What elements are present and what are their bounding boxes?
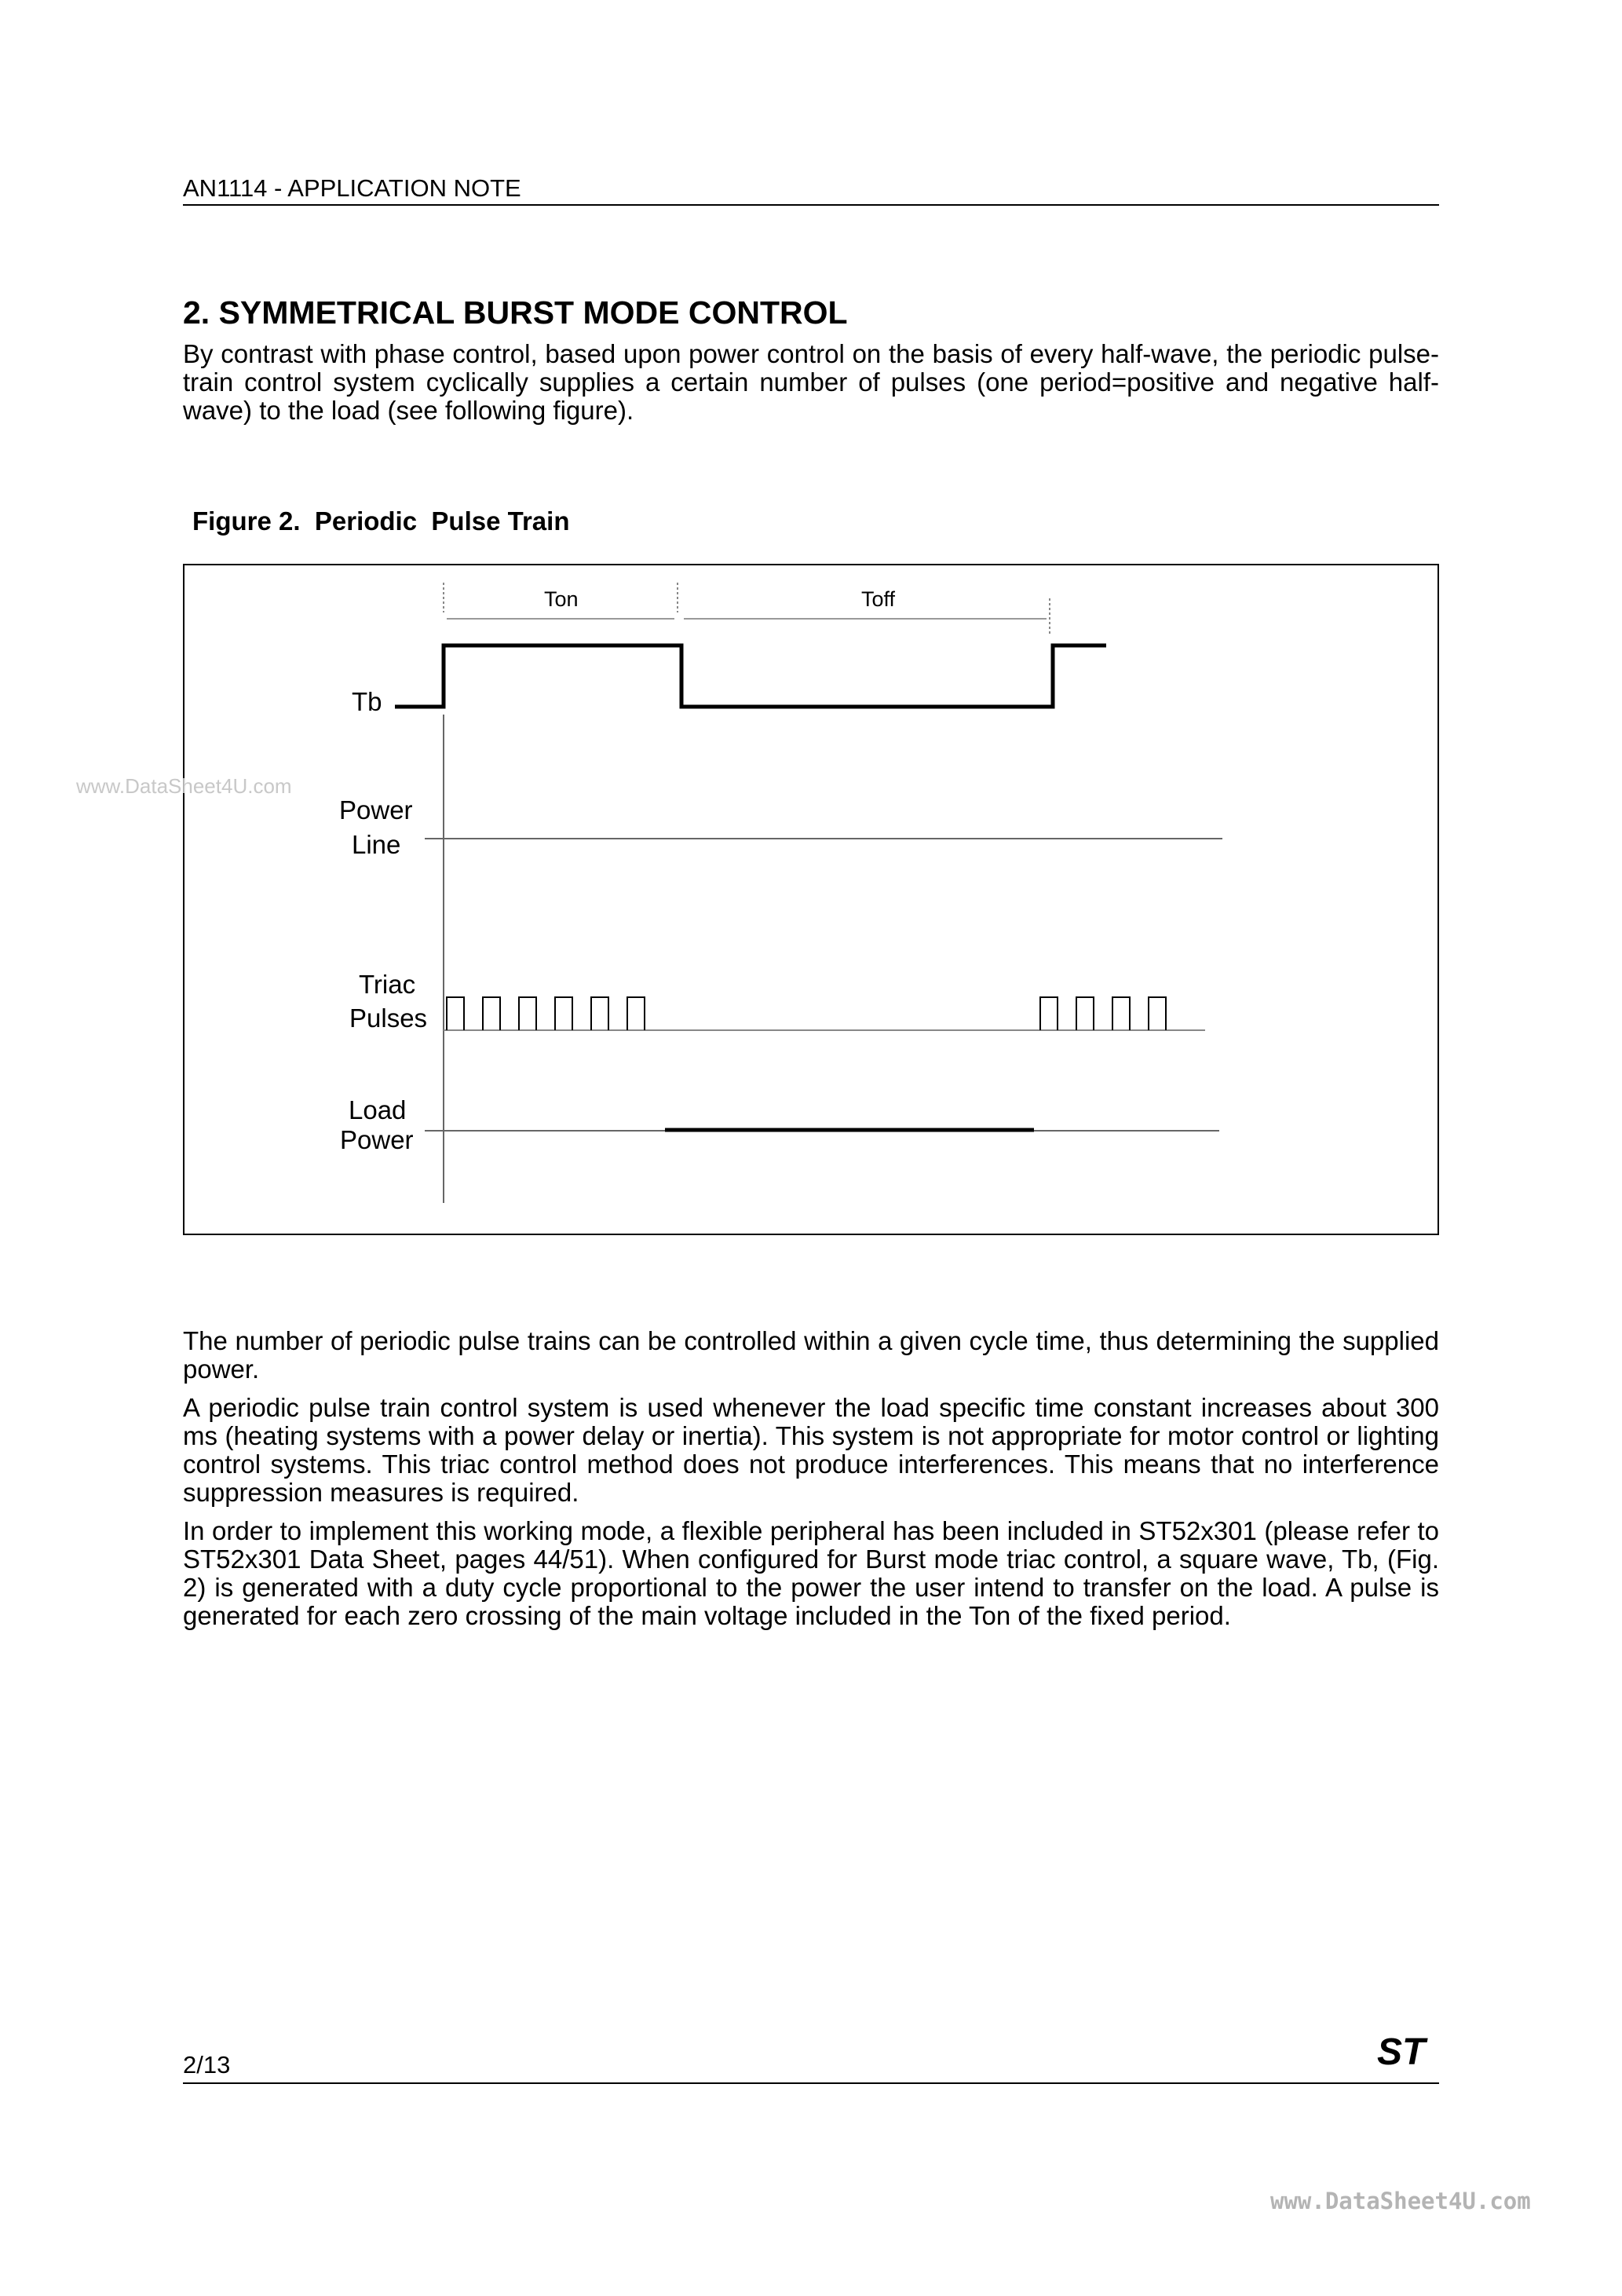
intro-paragraph: By contrast with phase control, based upon power control on the basis of every half-wave, the periodic pulse-train control system cyclically supplies a certain number of pulses (one period=positive and negative half-wave) to the load (see following figure). [183, 339, 1439, 425]
tb-label: Tb [352, 687, 382, 716]
triac-pulse [447, 997, 464, 1030]
power-line-label-2: Line [352, 830, 401, 859]
load-power-label-2: Power [340, 1125, 414, 1154]
load-power-label-1: Load [349, 1095, 407, 1124]
page-number: 2/13 [183, 2051, 231, 2078]
triac-pulse [555, 997, 572, 1030]
st-logo [1374, 2030, 1440, 2075]
triac-pulse [1076, 997, 1094, 1030]
ton-label: Ton [544, 587, 579, 611]
body-paragraph-3: In order to implement this working mode, a flexible peripheral has been included in ST52x301 (please refer to ST52x301 Data Sheet, pages 44/51). When configured for Burst mode triac control, a square wave, Tb, (Fig. 2) is generated with a duty cycle proportional to the power the user intend to transfer on the load. A pulse is generated for each zero crossing of the main voltage included in the Ton of the fixed period. [183, 1516, 1439, 1630]
body-paragraph-2: A periodic pulse train control system is used whenever the load specific time constant increases about 300 ms (heating systems with a power delay or inertia). This system is not appropriate for motor control or lighting control systems. This triac control method does not produce interferences. This means that no interference suppression measures is required. [183, 1393, 1439, 1507]
triac-pulse [1040, 997, 1058, 1030]
triac-pulse [483, 997, 500, 1030]
triac-pulse [591, 997, 608, 1030]
header-rule [183, 204, 1439, 206]
figure-caption: Figure 2. Periodic Pulse Train [192, 506, 570, 536]
toff-label: Toff [861, 587, 896, 611]
section-heading: 2. SYMMETRICAL BURST MODE CONTROL [183, 294, 848, 331]
header-title: AN1114 - APPLICATION NOTE [183, 174, 521, 202]
watermark-left: www.DataSheet4U.com [76, 774, 292, 798]
tb-square-wave [395, 645, 1106, 707]
triac-pulse [1149, 997, 1166, 1030]
watermark-bottom: www.DataSheet4U.com [1270, 2188, 1531, 2214]
body-paragraph-1: The number of periodic pulse trains can be controlled within a given cycle time, thus determining the supplied power. [183, 1326, 1439, 1384]
figure-frame [183, 564, 1439, 1235]
triac-pulses-label-2: Pulses [349, 1004, 428, 1033]
triac-pulse-group [447, 997, 1166, 1030]
triac-pulse [519, 997, 536, 1030]
triac-pulses-label-1: Triac [359, 970, 416, 999]
st-logo-text: ST [1377, 2031, 1426, 2071]
power-line-label-1: Power [339, 795, 413, 824]
triac-pulse [627, 997, 645, 1030]
triac-pulse [1112, 997, 1130, 1030]
pulse-train-diagram [184, 565, 1441, 1237]
footer-rule [183, 2082, 1439, 2084]
